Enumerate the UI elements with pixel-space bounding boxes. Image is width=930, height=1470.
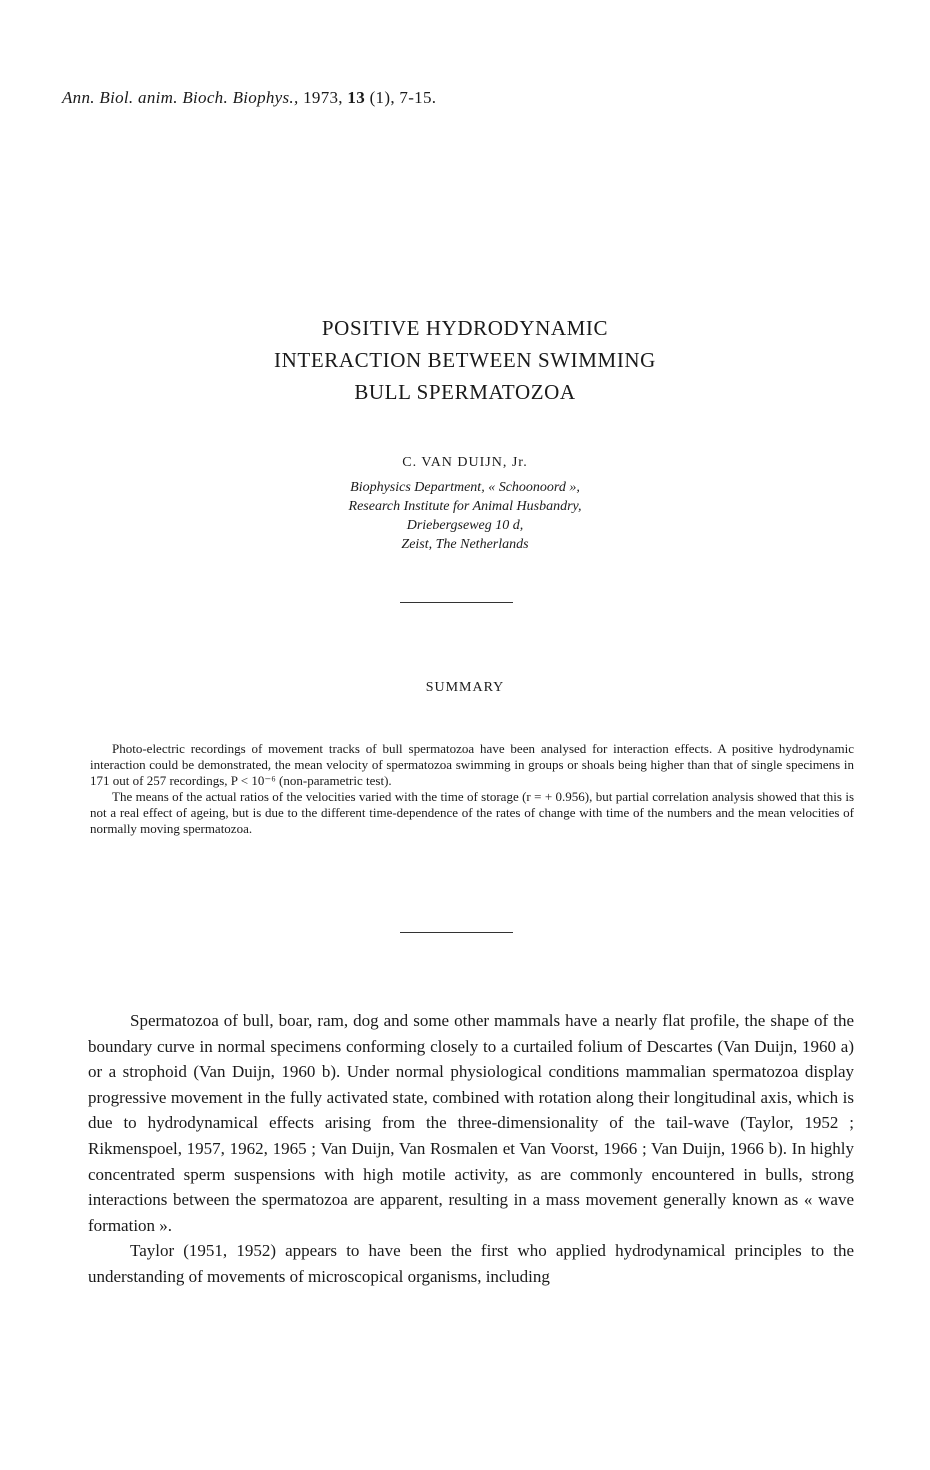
journal-year: 1973,	[303, 88, 343, 107]
affiliation	[0, 478, 930, 554]
journal-name: Ann. Biol. anim. Bioch. Biophys.,	[62, 88, 299, 107]
divider	[400, 932, 513, 933]
summary	[90, 741, 854, 837]
journal-citation	[62, 88, 436, 108]
body-text	[88, 1008, 854, 1290]
article-title	[0, 312, 930, 408]
affiliation-line: Research Institute for Animal Husbandry,	[348, 499, 582, 514]
affiliation-line: Zeist, The Netherlands	[401, 537, 529, 552]
body-paragraph: Taylor (1951, 1952) appears to have been the first who applied hydrodynamical principles to the understanding of movements of microscopical organisms, including	[88, 1241, 854, 1286]
journal-volume: 13	[347, 88, 366, 107]
summary-heading: SUMMARY	[425, 680, 505, 695]
affiliation-line: Biophysics Department, « Schoonoord »,	[350, 480, 580, 495]
author: C. VAN DUIJN, Jr.	[402, 455, 528, 470]
summary-paragraph: Photo-electric recordings of movement tracks of bull spermatozoa have been analysed for interaction effects. A positive hydrodynamic interaction could be demonstrated, the mean velocity of spermatozoa swimming in groups or shoals being higher than that of single specimens in 171 out of 257 recordings, P < 10⁻⁶ (non-parametric test).	[90, 741, 854, 788]
title-line: POSITIVE HYDRODYNAMIC	[321, 316, 609, 340]
affiliation-line: Driebergseweg 10 d,	[406, 518, 524, 533]
summary-paragraph: The means of the actual ratios of the velocities varied with the time of storage (r = + 0.956), but partial correlation analysis showed that this is not a real effect of ageing, but is due to the different time-dependence of the rates of change with time of the numbers and the mean velocities of normally moving spermatozoa.	[90, 789, 854, 836]
journal-issue-pages: (1), 7-15.	[369, 88, 437, 107]
title-line: BULL SPERMATOZOA	[354, 380, 576, 404]
title-line: INTERACTION BETWEEN SWIMMING	[274, 348, 656, 372]
divider	[400, 602, 513, 603]
body-paragraph: Spermatozoa of bull, boar, ram, dog and some other mammals have a nearly flat profile, the shape of the boundary curve in normal specimens conforming closely to a curtailed folium of Descartes (Van Duijn, 1960 a) or a strophoid (Van Duijn, 1960 b). Under normal physiological conditions mammalian spermatozoa display progressive movement in the fully activated state, combined with rotation along their longitudinal axis, which is due to hydrodynamical effects arising from the three-dimensionality of the tail-wave (Taylor, 1952 ; Rikmenspoel, 1957, 1962, 1965 ; Van Duijn, Van Rosmalen et Van Voorst, 1966 ; Van Duijn, 1966 b). In highly concentrated sperm suspensions with high motile activity, as are commonly encountered in bulls, strong interactions between the spermatozoa are apparent, resulting in a mass movement generally known as « wave formation ».	[88, 1011, 854, 1235]
